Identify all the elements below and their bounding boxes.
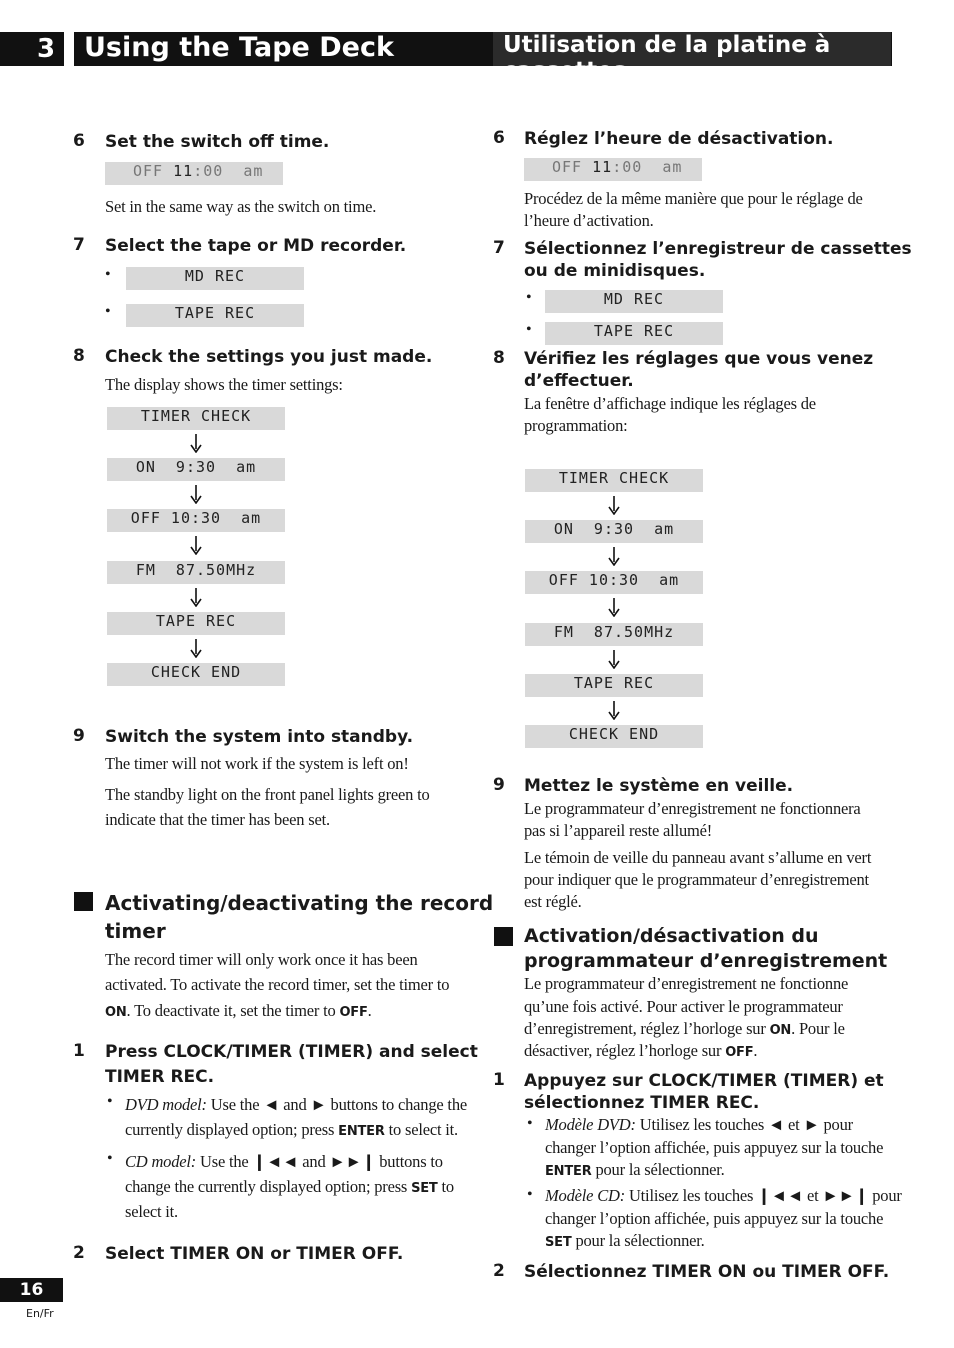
section-marker <box>494 927 513 946</box>
step-text: Le programmateur d’enregistrement ne fonctionnera <box>524 799 861 818</box>
bullet-text: currently displayed option; press ENTER to select it. <box>125 1120 458 1139</box>
lcd-display: ON 9:30 am <box>525 520 703 543</box>
bullet-text: ENTER pour la sélectionner. <box>545 1160 725 1179</box>
step-heading: Sélectionnez l’enregistreur de cassettes <box>524 239 912 259</box>
header-divider <box>64 32 74 66</box>
chapter-number: 3 <box>36 34 56 64</box>
lcd-display: FM 87.50MHz <box>107 561 285 584</box>
step-heading: Mettez le système en veille. <box>524 776 794 796</box>
bullet: • <box>526 289 532 306</box>
lcd-display: OFF 10:30 am <box>107 509 285 532</box>
step-number: 6 <box>73 131 85 151</box>
step-heading: Set the switch off time. <box>105 132 330 152</box>
down-arrow-icon <box>607 546 621 566</box>
step-text: l’heure d’activation. <box>524 211 654 230</box>
page-title-fr: Utilisation de la platine à cassettes <box>503 32 831 84</box>
lcd-display: OFF 10:30 am <box>525 571 703 594</box>
section-text: désactiver, réglez l’horloge sur OFF. <box>524 1041 758 1060</box>
step-heading: Select TIMER ON or TIMER OFF. <box>105 1244 404 1264</box>
section-text: Le programmateur d’enregistrement ne fonctionne <box>524 974 849 993</box>
step-heading: Réglez l’heure de désactivation. <box>524 129 834 149</box>
bullet: • <box>527 1186 533 1203</box>
lcd-display: OFF 11:00 am <box>105 162 283 185</box>
section-text: d’enregistrement, réglez l’horloge sur ON. Pour le <box>524 1019 845 1038</box>
section-heading: Activating/deactivating the record <box>105 891 494 915</box>
step-heading: Appuyez sur CLOCK/TIMER (TIMER) et <box>524 1071 884 1091</box>
step-number: 6 <box>493 128 505 148</box>
step-text: pour indiquer que le programmateur d’enregistrement <box>524 870 869 889</box>
bullet-text: changer l’option affichée, puis appuyez sur la touche <box>545 1138 884 1157</box>
section-heading: timer <box>105 919 166 943</box>
step-number: 1 <box>73 1041 85 1061</box>
step-text: The timer will not work if the system is left on! <box>105 754 409 773</box>
step-heading: Press CLOCK/TIMER (TIMER) and select <box>105 1042 478 1062</box>
bullet: • <box>107 1093 113 1110</box>
step-text: Le témoin de veille du panneau avant s’allume en vert <box>524 848 872 867</box>
lcd-display: MD REC <box>545 290 723 313</box>
bullet-text: SET pour la sélectionner. <box>545 1231 705 1250</box>
step-number: 1 <box>493 1070 505 1090</box>
section-marker <box>74 892 93 911</box>
step-text: The standby light on the front panel lights green to <box>105 785 430 804</box>
step-heading: ou de minidisques. <box>524 261 706 281</box>
bullet-text: Modèle DVD: Utilisez les touches ◄ et ► pour <box>545 1115 853 1134</box>
lcd-display: CHECK END <box>525 725 703 748</box>
section-text: activated. To activate the record timer, set the timer to <box>105 975 450 994</box>
step-text: La fenêtre d’affichage indique les réglages de <box>524 394 816 413</box>
lcd-display: TAPE REC <box>525 674 703 697</box>
bullet: • <box>526 321 532 338</box>
section-text: The record timer will only work once it has been <box>105 950 418 969</box>
step-heading: Check the settings you just made. <box>105 347 433 367</box>
step-heading: Sélectionnez TIMER ON ou TIMER OFF. <box>524 1262 890 1282</box>
down-arrow-icon <box>189 535 203 555</box>
lcd-display: TAPE REC <box>107 612 285 635</box>
step-number: 7 <box>73 235 85 255</box>
bullet: • <box>105 266 111 283</box>
down-arrow-icon <box>607 700 621 720</box>
step-number: 9 <box>493 775 505 795</box>
down-arrow-icon <box>189 484 203 504</box>
step-number: 8 <box>73 346 85 366</box>
lcd-display: FM 87.50MHz <box>525 623 703 646</box>
down-arrow-icon <box>607 649 621 669</box>
lcd-display: ON 9:30 am <box>107 458 285 481</box>
step-heading: sélectionnez TIMER REC. <box>524 1093 760 1113</box>
down-arrow-icon <box>189 587 203 607</box>
step-number: 8 <box>493 348 505 368</box>
step-number: 9 <box>73 726 85 746</box>
down-arrow-icon <box>189 638 203 658</box>
bullet: • <box>107 1150 113 1167</box>
bullet-text: select it. <box>125 1202 178 1221</box>
down-arrow-icon <box>607 495 621 515</box>
down-arrow-icon <box>607 597 621 617</box>
step-heading: Vérifiez les réglages que vous venez <box>524 349 874 369</box>
lcd-display: MD REC <box>126 267 304 290</box>
step-text: The display shows the timer settings: <box>105 375 343 394</box>
section-text: qu’une fois activé. Pour activer le programmateur <box>524 997 843 1016</box>
step-text: Procédez de la même manière que pour le réglage de <box>524 189 863 208</box>
step-heading: d’effectuer. <box>524 371 634 391</box>
step-text: programmation: <box>524 416 628 435</box>
lcd-display: CHECK END <box>107 663 285 686</box>
lcd-display: TIMER CHECK <box>107 407 285 430</box>
language-code: En/Fr <box>26 1307 54 1320</box>
section-text: ON. To deactivate it, set the timer to OFF. <box>105 1001 372 1020</box>
step-heading: Select the tape or MD recorder. <box>105 236 407 256</box>
section-heading: programmateur d’enregistrement <box>524 950 888 972</box>
bullet-text: CD model: Use the ❙◄◄ and ►►❙ buttons to <box>125 1152 443 1171</box>
step-heading: Switch the system into standby. <box>105 727 414 747</box>
section-heading: Activation/désactivation du <box>524 925 819 947</box>
page-title-en: Using the Tape Deck <box>84 32 394 63</box>
step-text: est réglé. <box>524 892 582 911</box>
lcd-display: OFF 11:00 am <box>524 158 702 181</box>
step-number: 2 <box>493 1261 505 1281</box>
bullet-text: changer l’option affichée, puis appuyez sur la touche <box>545 1209 884 1228</box>
step-text: Set in the same way as the switch on time. <box>105 197 377 216</box>
step-number: 7 <box>493 238 505 258</box>
lcd-display: TAPE REC <box>126 304 304 327</box>
step-number: 2 <box>73 1243 85 1263</box>
bullet: • <box>527 1115 533 1132</box>
lcd-display: TIMER CHECK <box>525 469 703 492</box>
step-heading: TIMER REC. <box>105 1067 215 1087</box>
bullet-text: change the currently displayed option; press SET to <box>125 1177 454 1196</box>
bullet-text: Modèle CD: Utilisez les touches ❙◄◄ et ►►❙ pour <box>545 1186 902 1205</box>
page-number: 16 <box>0 1278 63 1302</box>
bullet-text: DVD model: Use the ◄ and ► buttons to change the <box>125 1095 467 1114</box>
step-text: pas si l’appareil reste allumé! <box>524 821 713 840</box>
bullet: • <box>105 303 111 320</box>
step-text: indicate that the timer has been set. <box>105 810 330 829</box>
lcd-display: TAPE REC <box>545 322 723 345</box>
down-arrow-icon <box>189 433 203 453</box>
